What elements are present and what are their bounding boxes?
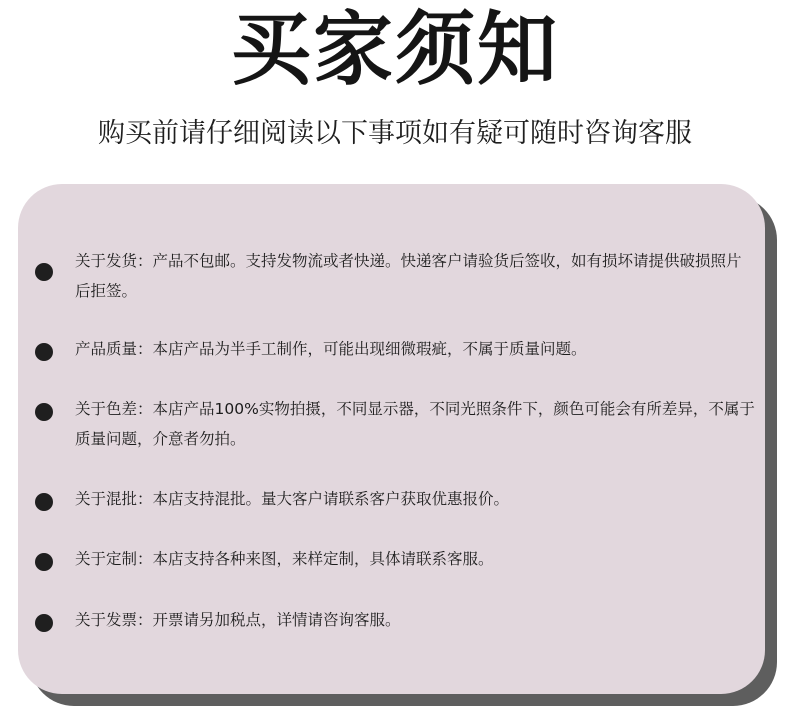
notice-card	[18, 184, 765, 694]
notice-text: 关于色差：本店产品100%实物拍摄，不同显示器，不同光照条件下，颜色可能会有所差异，不属于质量问题，介意者勿拍。	[75, 400, 755, 448]
notice-text: 关于发货：产品不包邮。支持发物流或者快递。快递客户请验货后签收，如有损坏请提供破损照片后拒签。	[75, 252, 742, 300]
notice-text: 关于发票：开票请另加税点，详情请咨询客服。	[75, 611, 401, 629]
notice-text: 关于混批：本店支持混批。量大客户请联系客户获取优惠报价。	[75, 490, 510, 508]
bullet-icon	[35, 343, 53, 361]
bullet-icon	[35, 263, 53, 281]
bullet-icon	[35, 493, 53, 511]
notice-text: 关于定制：本店支持各种来图，来样定制，具体请联系客服。	[75, 550, 494, 568]
page-title: 买家须知	[231, 3, 559, 96]
bullet-icon	[35, 553, 53, 571]
notice-text: 产品质量：本店产品为半手工制作，可能出现细微瑕疵，不属于质量问题。	[75, 340, 587, 358]
page-subtitle: 购买前请仔细阅读以下事项如有疑可随时咨询客服	[98, 118, 692, 149]
bullet-icon	[35, 614, 53, 632]
bullet-icon	[35, 403, 53, 421]
